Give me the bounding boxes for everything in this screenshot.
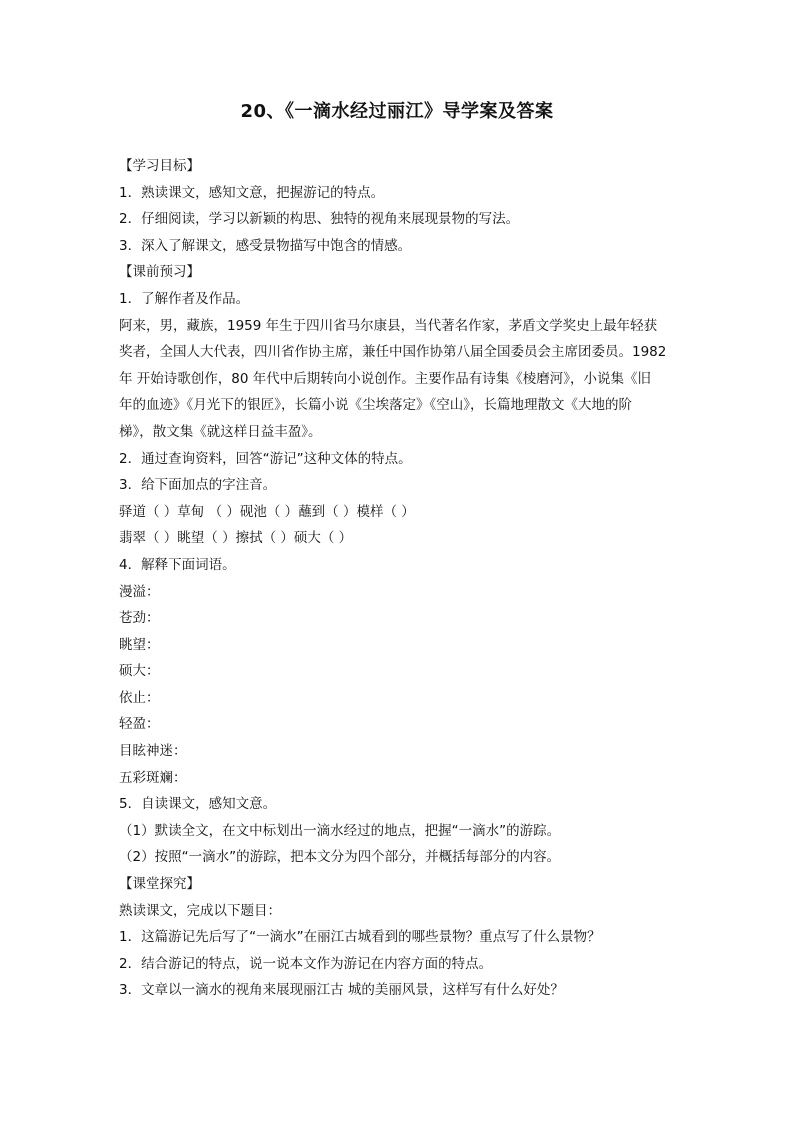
pinyin-exercise-line: 翡翠（ ）眺望（ ）擦拭（ ）硕大（ ） xyxy=(119,530,353,547)
author-bio-line: 年 开始诗歌创作，80 年代中后期转向小说创作。主要作品有诗集《棱磨河》，小说集《旧 xyxy=(119,370,652,387)
vocab-item: 依止： xyxy=(119,689,160,706)
question-item: 2．结合游记的特点，说一说本文作为游记在内容方面的特点。 xyxy=(119,955,493,972)
vocab-item: 轻盈： xyxy=(119,716,160,733)
author-bio-line: 年的血迹》《月光下的银匠》，长篇小说《尘埃落定》《空山》，长篇地理散文《大地的阶 xyxy=(119,397,632,414)
vocab-item: 五彩斑斓： xyxy=(119,769,187,786)
vocab-item: 硕大： xyxy=(119,663,160,680)
question-item: 3．给下面加点的字注音。 xyxy=(119,477,277,494)
section-heading-preview: 【课前预习】 xyxy=(119,264,200,281)
section-heading-learning-goals: 【学习目标】 xyxy=(119,158,200,174)
author-bio-line: 阿来，男，藏族，1959 年生于四川省马尔康县，当代著名作家，茅盾文学奖史上最年轻获 xyxy=(119,317,658,334)
goal-item: 2．仔细阅读，学习以新颖的构思、独特的视角来展现景物的写法。 xyxy=(119,211,520,228)
section-heading-classroom: 【课堂探究】 xyxy=(119,876,200,893)
question-item: 2．通过查询资料，回答“游记”这种文体的特点。 xyxy=(119,450,412,467)
vocab-item: 苍劲： xyxy=(119,610,160,627)
vocab-item: 目眩神迷： xyxy=(119,743,187,760)
goal-item: 3．深入了解课文，感受景物描写中饱含的情感。 xyxy=(119,237,412,254)
question-item: 4．解释下面词语。 xyxy=(119,556,236,573)
goal-item: 1．熟读课文，感知文意，把握游记的特点。 xyxy=(119,184,385,201)
instruction-line: 熟读课文，完成以下题目： xyxy=(119,902,281,919)
author-bio-line: 奖者，全国人大代表，四川省作协主席，兼任中国作协第八届全国委员会主席团委员。1982 xyxy=(119,344,667,361)
vocab-item: 眺望： xyxy=(119,636,160,653)
pinyin-exercise-line: 驿道（ ）草甸 （ ）砚池（ ）蘸到（ ）模样（ ） xyxy=(119,503,415,520)
document-body xyxy=(119,153,679,1004)
page-title: 20、《一滴水经过丽江》导学案及答案 xyxy=(240,101,554,122)
question-item: 5．自读课文，感知文意。 xyxy=(119,796,277,813)
author-bio-line: 梯》，散文集《就这样日益丰盈》。 xyxy=(119,423,322,440)
sub-question-item: （1）默读全文，在文中标划出一滴水经过的地点，把握“一滴水”的游踪。 xyxy=(119,822,561,839)
question-item: 1．了解作者及作品。 xyxy=(119,290,250,307)
question-item: 3．文章以一滴水的视角来展现丽江古 城的美丽风景，这样写有什么好处？ xyxy=(119,982,564,999)
sub-question-item: （2）按照“一滴水”的游踪，把本文分为四个部分，并概括每部分的内容。 xyxy=(119,849,561,866)
question-item: 1．这篇游记先后写了“一滴水”在丽江古城看到的哪些景物？重点写了什么景物？ xyxy=(119,929,601,946)
vocab-item: 漫溢： xyxy=(119,583,160,600)
